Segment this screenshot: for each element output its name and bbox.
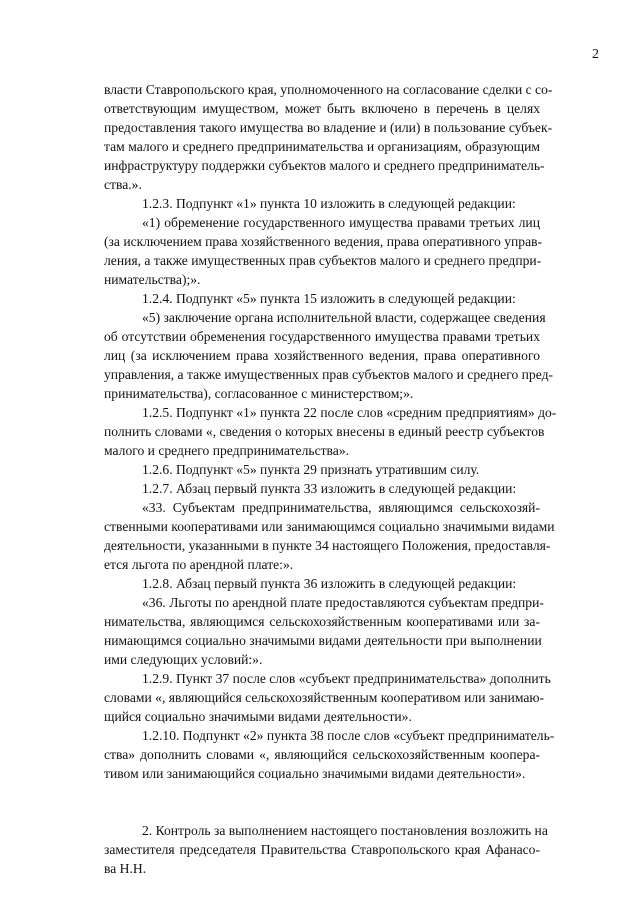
text-line: ства» дополнить словами «, являющийся сельскохозяйственным коопера-: [104, 747, 540, 762]
text-line: 1.2.10. Подпункт «2» пункта 38 после слов «субъект предприниматель-: [142, 728, 555, 743]
paragraph: [104, 194, 540, 213]
text-line: (за исключением права хозяйственного ведения, права оперативного управ-: [104, 234, 543, 249]
text-line: «33. Субъектам предпринимательства, являющимся сельскохозяй-: [142, 500, 540, 515]
text-line: лиц (за исключением права хозяйственного ведения, права оперативного: [104, 348, 540, 363]
paragraph: [104, 403, 557, 460]
text-line: ления, а также имущественных прав субъектов малого и среднего предпри-: [104, 253, 542, 268]
paragraph: [104, 213, 543, 289]
text-line: предоставления такого имущества во владение и (или) в пользование субъек-: [104, 120, 553, 135]
text-line: 1.2.8. Абзац первый пункта 36 изложить в следующей редакции:: [142, 576, 517, 591]
text-line: 1.2.7. Абзац первый пункта 33 изложить в следующей редакции:: [142, 481, 517, 496]
page-number: 2: [592, 47, 599, 62]
paragraph: [104, 80, 553, 194]
text-line: щийся социально значимыми видами деятельности».: [104, 709, 412, 724]
paragraph: [104, 460, 540, 479]
text-line: ства.».: [104, 177, 142, 192]
text-line: малого и среднего предпринимательства».: [104, 443, 350, 458]
text-line: принимательства), согласованное с министерством;».: [104, 386, 414, 401]
text-line: 1.2.9. Пункт 37 после слов «субъект предпринимательства» дополнить: [142, 671, 551, 686]
text-line: об отсутствии обременения государственного имущества правами третьих: [104, 329, 540, 344]
text-line: нимательства, являющимся сельскохозяйственным кооперативами или за-: [104, 614, 540, 629]
text-line: управления, а также имущественных прав субъектов малого и среднего пред-: [104, 367, 554, 382]
paragraph: [104, 726, 555, 783]
paragraph: [104, 669, 551, 726]
text-line: ва Н.Н.: [104, 861, 147, 876]
text-line: «5) заключение органа исполнительной власти, содержащее сведения: [142, 310, 546, 325]
document-body: [104, 80, 557, 878]
text-line: 1.2.3. Подпункт «1» пункта 10 изложить в следующей редакции:: [142, 196, 516, 211]
paragraph: [104, 498, 555, 574]
text-line: ответствующим имуществом, может быть включено в перечень в целях: [104, 101, 540, 116]
text-line: «36. Льготы по арендной плате предоставляются субъектам предпри-: [142, 595, 544, 610]
paragraph: [104, 821, 548, 878]
text-line: заместителя председателя Правительства Ставропольского края Афанасо-: [104, 842, 540, 857]
paragraph: [104, 308, 554, 403]
paragraph: [104, 479, 540, 498]
text-line: ется льгота по арендной плате:».: [104, 557, 294, 572]
text-line: словами «, являющийся сельскохозяйственным кооперативом или занимаю-: [104, 690, 545, 705]
text-line: 2. Контроль за выполнением настоящего постановления возложить на: [142, 823, 548, 838]
text-line: 1.2.5. Подпункт «1» пункта 22 после слов «средним предприятиям» до-: [142, 405, 557, 420]
text-line: тивом или занимающийся социально значимыми видами деятельности».: [104, 766, 526, 781]
text-line: власти Ставропольского края, уполномоченного на согласование сделки с со-: [104, 82, 553, 97]
text-line: там малого и среднего предпринимательства и организациям, образующим: [104, 139, 540, 154]
text-line: нимательства);».: [104, 272, 201, 287]
text-line: деятельности, указанными в пункте 34 настоящего Положения, предоставля-: [104, 538, 551, 553]
text-line: ими следующих условий:».: [104, 652, 263, 667]
paragraph-gap: [104, 783, 540, 821]
paragraph: [104, 289, 540, 308]
text-line: полнить словами «, сведения о которых внесены в единый реестр субъектов: [104, 424, 545, 439]
paragraph: [104, 574, 540, 593]
text-line: 1.2.4. Подпункт «5» пункта 15 изложить в следующей редакции:: [142, 291, 516, 306]
text-line: «1) обременение государственного имущества правами третьих лиц: [142, 215, 540, 230]
text-line: инфраструктуру поддержки субъектов малого и среднего предприниматель-: [104, 158, 545, 173]
paragraph: [104, 593, 544, 669]
text-line: ственными кооперативами или занимающимся социально значимыми видами: [104, 519, 555, 534]
text-line: нимающимся социально значимыми видами деятельности при выполнении: [104, 633, 542, 648]
text-line: 1.2.6. Подпункт «5» пункта 29 признать утратившим силу.: [142, 462, 480, 477]
